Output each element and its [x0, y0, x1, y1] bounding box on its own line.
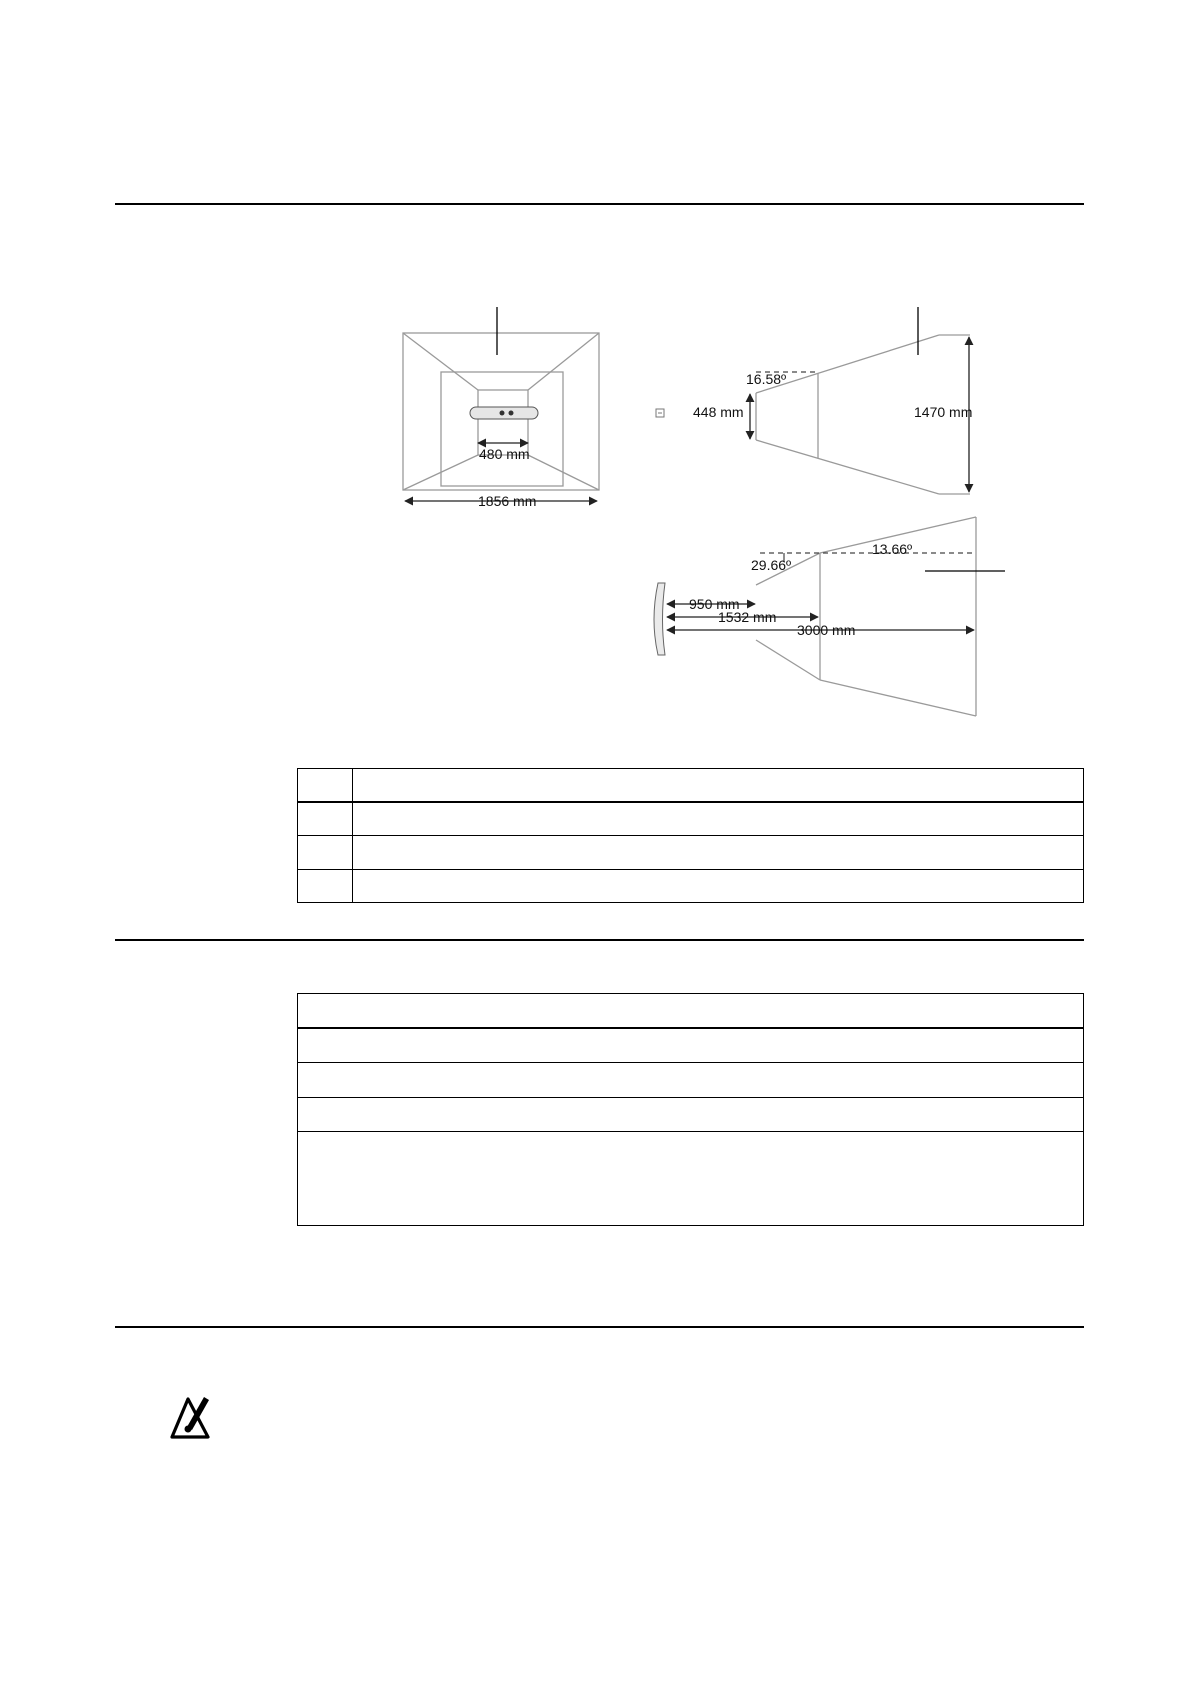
table-cell [353, 836, 1084, 870]
label-3000mm: 3000 mm [797, 622, 856, 638]
label-448mm: 448 mm [693, 404, 744, 420]
table-row [298, 1132, 1084, 1226]
label-angle-16-58: 16.58º [746, 371, 787, 387]
spec-table [297, 993, 1084, 1226]
table-cell [298, 1132, 1084, 1226]
label-1856mm: 1856 mm [478, 493, 537, 509]
table-cell [298, 994, 1084, 1028]
label-angle-13-66: 13.66º [872, 541, 913, 557]
label-angle-29-66: 29.66º [751, 557, 792, 573]
table-row [298, 836, 1084, 870]
table-cell [298, 1098, 1084, 1132]
table-row [298, 1028, 1084, 1063]
table-cell [298, 836, 353, 870]
table-cell [298, 870, 353, 903]
label-1532mm: 1532 mm [718, 609, 777, 625]
table-cell [353, 870, 1084, 903]
table-row [298, 1063, 1084, 1098]
table-cell [353, 802, 1084, 836]
sensor-device-side [656, 409, 664, 417]
table-cell [298, 1028, 1084, 1063]
table-row [298, 769, 1084, 802]
table-cell [353, 769, 1084, 802]
table-row [298, 994, 1084, 1028]
section-rule-bottom [115, 1326, 1084, 1328]
table-cell [298, 769, 353, 802]
field-of-view-figure [0, 0, 1191, 740]
table-row [298, 1098, 1084, 1132]
table-row [298, 870, 1084, 903]
sensor-device-bottom [654, 583, 665, 655]
table-row [298, 802, 1084, 836]
table-cell [298, 1063, 1084, 1098]
legend-table [297, 768, 1084, 903]
section-rule-middle [115, 939, 1084, 941]
label-1470mm: 1470 mm [914, 404, 973, 420]
table-cell [298, 802, 353, 836]
label-480mm: 480 mm [479, 446, 530, 462]
note-pencil-icon [168, 1393, 216, 1441]
sensor-device-front [470, 407, 538, 419]
label-950mm: 950 mm [689, 596, 740, 612]
